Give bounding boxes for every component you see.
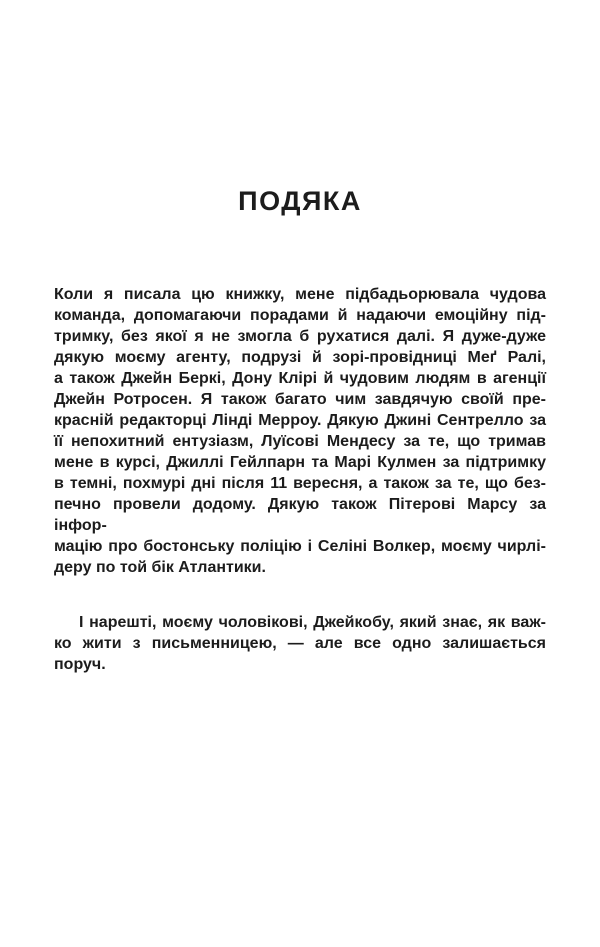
text-line: в темні, похмурі дні після 11 вересня, а також за те, що без- (54, 475, 546, 492)
text-line: команда, допомагаючи порадами й надаючи емоційну під- (54, 307, 546, 324)
text-line: Коли я писала цю книжку, мене підбадьорювала чудова (54, 286, 546, 303)
text-line: Джейн Ротросен. Я також багато чим завдячую своїй пре- (54, 391, 546, 408)
text-line: її непохитний ентузіазм, Луїсові Мендесу за те, що тримав (54, 433, 546, 450)
text-line: дякую моєму агенту, подрузі й зорі-провідниці Меґ Ралі, (54, 349, 546, 366)
chapter-title: ПОДЯКА (238, 186, 362, 216)
text-line: деру по той бік Атлантики. (54, 559, 266, 576)
text-line: красній редакторці Лінді Мерроу. Дякую Джині Сентрелло за (54, 412, 546, 429)
paragraph (54, 284, 546, 578)
text-line: мацію про бостонську поліцію і Селіні Волкер, моєму чирлі- (54, 538, 546, 555)
text-line: ко жити з письменницею, — але все одно залишається поруч. (54, 635, 546, 673)
text-line: мене в курсі, Джиллі Гейлпарн та Марі Кулмен за підтримку (54, 454, 546, 471)
text-line: печно провели додому. Дякую також Пітерові Марсу за інфор- (54, 496, 546, 534)
paragraph (54, 612, 546, 675)
text-line: а також Джейн Беркі, Дону Клірі й чудовим людям в агенції (54, 370, 546, 387)
text-line: І нарешті, моєму чоловікові, Джейкобу, який знає, як важ- (79, 614, 546, 631)
text-line: тримку, без якої я не змогла б рухатися далі. Я дуже-дуже (54, 328, 546, 345)
text-block (54, 284, 546, 675)
